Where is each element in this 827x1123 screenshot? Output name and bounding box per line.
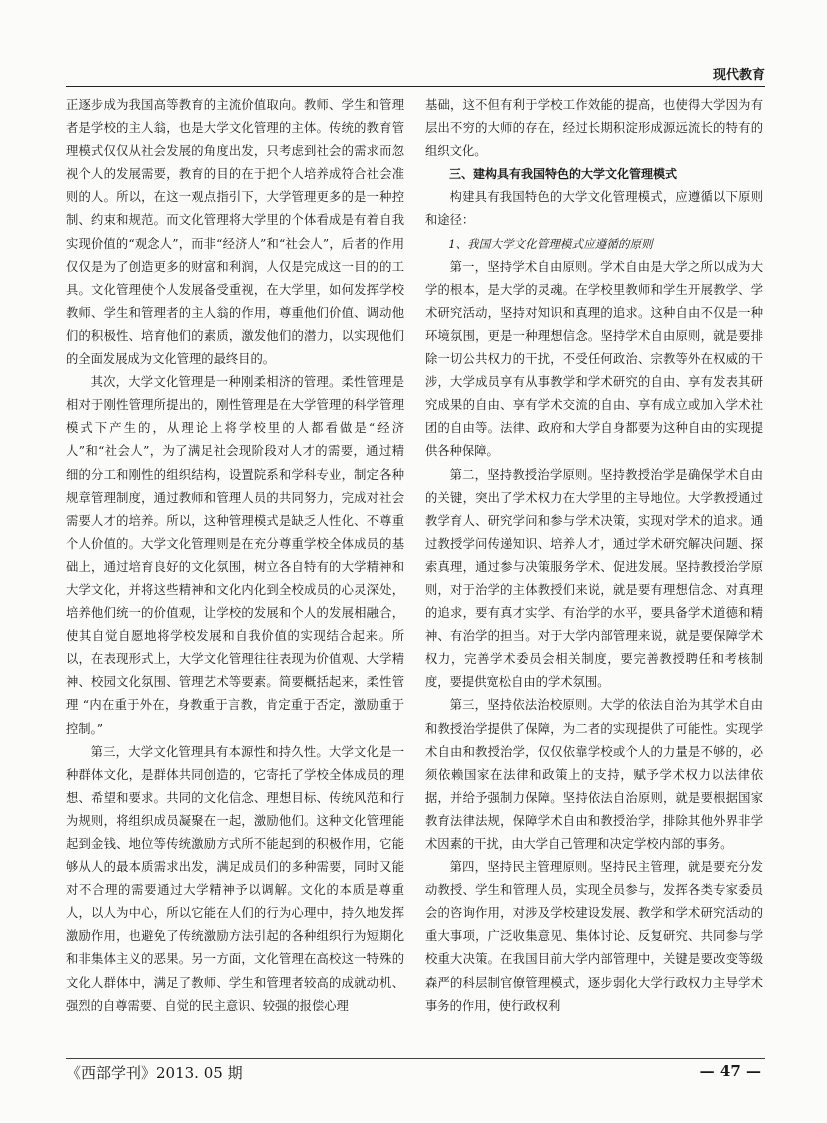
paragraph: 第一，坚持学术自由原则。学术自由是大学之所以成为大学的根本，是大学的灵魂。在学校里教师和学生开展教学、学术研究活动，坚持对知识和真理的追求。这种自由不仅是一种环境氛围，更是一种理想信念。坚持学术自由原则，就是要排除一切公共权力的干扰，不受任何政治、宗教等外在权威的干涉，大学成员享有从事教学和学术研究的自由、享有发表其研究成果的自由、享有学术交流的自由、享有成立或加入学术社团的自由等。法律、政府和大学自身都要为这种自由的实现提供各种保障。 <box>425 259 763 459</box>
paragraph: 正逐步成为我国高等教育的主流价值取向。教师、学生和管理者是学校的主人翁，也是大学文化管理的主体。传统的教育管理模式仅仅从社会发展的角度出发，只考虑到社会的需求而忽视个人的发展需要，教育的目的在于把个人培养成符合社会准则的人。所以，在这一观点指引下，大学管理更多的是一种控制、约束和规范。而文化管理将大学里的个体看成是有着自我实现价值的“观念人”，而非“经济人”和“社会人”，后者的作用仅仅是为了创造更多的财富和利润，人仅是完成这一目的的工具。文化管理使个人发展备受重视，在大学里，如何发挥学校教师、学生和管理者的主人翁的作用，尊重他们价值、调动他们的积极性、培育他们的素质，激发他们的潜力，以实现他们的全面发展成为文化管理的最终目的。 <box>66 98 404 367</box>
header-rule <box>66 86 765 87</box>
left-column <box>66 94 404 1018</box>
footer-rule <box>66 1058 765 1059</box>
paragraph: 构建具有我国特色的大学文化管理模式，应遵循以下原则和途径： <box>425 190 763 228</box>
paragraph: 第四，坚持民主管理原则。坚持民主管理，就是要充分发动教授、学生和管理人员，实现全员参与，发挥各类专家委员会的咨询作用，对涉及学校建设发展、教学和学术研究活动的重大事项，广泛收集意见、集体讨论、反复研究、共同参与学校重大决策。在我国目前大学内部管理中，关键是要改变等级森严的科层制官僚管理模式，逐步弱化大学行政权力主导学术事务的作用，使行政权利 <box>425 860 763 1013</box>
right-column <box>425 94 763 1018</box>
section-heading: 三、建构具有我国特色的大学文化管理模式 <box>449 167 678 182</box>
journal-citation: 《西部学刊》2013. 05 期 <box>66 1064 243 1082</box>
journal-section-title: 现代教育 <box>712 68 765 83</box>
paragraph: 其次，大学文化管理是一种刚柔相济的管理。柔性管理是相对于刚性管理所提出的，刚性管理是在大学管理的科学管理模式下产生的，从理论上将学校里的人都看做是“经济人”和“社会人”，为了满足社会现阶段对人才的需要，通过精细的分工和刚性的组织结构，设置院系和学科专业，制定各种规章管理制度，通过教师和管理人员的共同努力，完成对社会需要人才的培养。所以，这种管理模式是缺乏人性化、不尊重个人价值的。大学文化管理则是在充分尊重学校全体成员的基础上，通过培育良好的文化氛围，树立各自特有的大学精神和大学文化，并将这些精神和文化内化到全校成员的心灵深处，培养他们统一的价值观，让学校的发展和个人的发展相融合，使其自觉自愿地将学校发展和自我价值的实现结合起来。所以，在表现形式上，大学文化管理往往表现为价值观、大学精神、校园文化氛围、管理艺术等要素。简要概括起来，柔性管理 “内在重于外在，身教重于言教，肯定重于否定，激励重于控制。” <box>66 375 404 736</box>
paragraph: 第三，坚持依法治校原则。大学的依法自治为其学术自由和教授治学提供了保障，为二者的实现提供了可能性。实现学术自由和教授治学，仅仅依靠学校或个人的力量是不够的，必须依赖国家在法律和政策上的支持，赋予学术权力以法律依据，并给予强制力保障。坚持依法自治原则，就是要根据国家教育法律法规，保障学术自由和教授治学，排除其他外界非学术因素的干扰，由大学自己管理和决定学校内部的事务。 <box>425 698 763 851</box>
sub-heading: 1、我国大学文化管理模式应遵循的原则 <box>448 236 653 251</box>
paragraph: 基础，这不但有利于学校工作效能的提高，也使得大学因为有层出不穷的大师的存在，经过长期积淀形成源远流长的特有的组织文化。 <box>425 98 763 159</box>
paragraph: 第二，坚持教授治学原则。坚持教授治学是确保学术自由的关键，突出了学术权力在大学里的主导地位。大学教授通过教学育人、研究学问和参与学术决策，实现对学术的追求。通过教授学问传递知识、培养人才，通过学术研究解决问题、探索真理，通过参与决策服务学术、促进发展。坚持教授治学原则，对于治学的主体教授们来说，就是要有理想信念、对真理的追求，要有真才实学、有治学的水平，要具备学术道德和精神、有治学的担当。对于大学内部管理来说，就是要保障学术权力，完善学术委员会相关制度，要完善教授聘任和考核制度，要提供宽松自由的学术氛围。 <box>425 467 763 690</box>
page-number: — 47 — <box>699 1062 761 1080</box>
paragraph: 第三，大学文化管理具有本源性和持久性。大学文化是一种群体文化，是群体共同创造的，它寄托了学校全体成员的理想、希望和要求。共同的文化信念、理想目标、传统风范和行为规则，将组织成员凝聚在一起，激励他们。这种文化管理能起到金钱、地位等传统激励方式所不能起到的积极作用，它能够从人的最本质需求出发，满足成员们的多种需要，同时又能对不合理的需要通过大学精神予以调解。文化的本质是尊重人，以人为中心，所以它能在人们的行为心理中，持久地发挥激励作用，也避免了传统激励方法引起的各种组织行为短期化和非集体主义的恶果。另一方面，文化管理在高校这一特殊的文化人群体中，满足了教师、学生和管理者较高的成就动机、强烈的自尊需要、自觉的民主意识、较强的报偿心理 <box>66 744 404 1013</box>
